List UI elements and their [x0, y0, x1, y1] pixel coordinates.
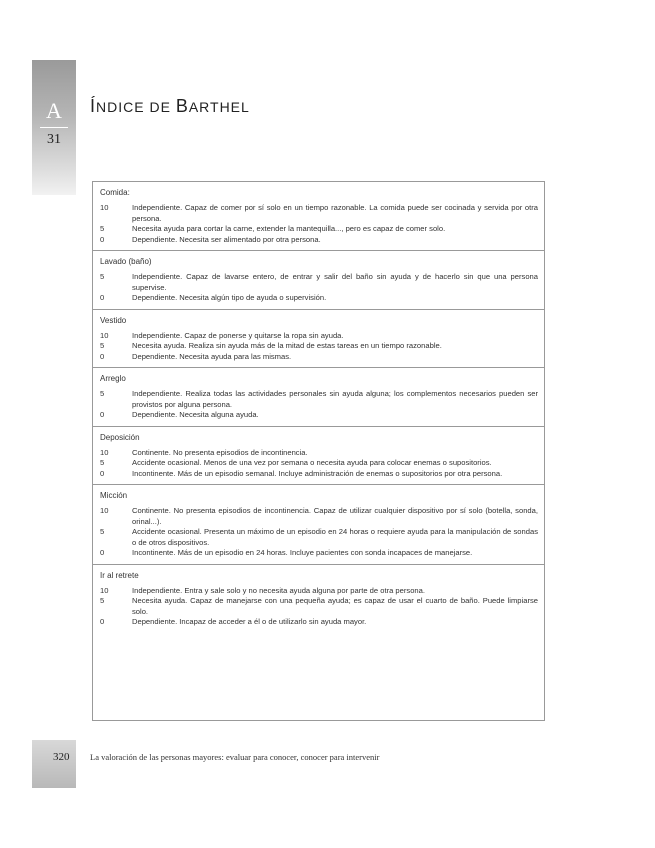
section-block — [93, 565, 544, 633]
score-value: 0 — [100, 410, 105, 419]
section-title: Deposición — [100, 432, 140, 442]
score-row — [100, 341, 538, 352]
score-row — [100, 410, 538, 421]
barthel-table — [92, 181, 545, 721]
score-value: 5 — [100, 224, 105, 233]
score-description: Independiente. Realiza todas las actividades personales sin ayuda alguna; los complementos necesarios pueden ser provistos por alguna persona. — [132, 389, 538, 409]
score-description: Independiente. Entra y sale solo y no necesita ayuda alguna por parte de otra persona. — [132, 585, 425, 595]
appendix-letter: A — [46, 98, 62, 123]
score-value: 0 — [100, 468, 105, 478]
page-number: 320 — [53, 751, 70, 763]
title-initial-2: B — [175, 96, 189, 116]
score-description: Dependiente. Incapaz de acceder a él o de utilizarlo sin ayuda mayor. — [132, 617, 367, 626]
section-title: Arreglo — [100, 374, 126, 383]
tab-divider — [40, 127, 68, 128]
score-description: Dependiente. Necesita algún tipo de ayuda o supervisión. — [132, 293, 327, 302]
score-row — [100, 352, 538, 363]
score-value: 10 — [100, 447, 109, 457]
score-row — [100, 469, 538, 480]
section-block — [93, 485, 544, 565]
score-value: 0 — [100, 234, 105, 244]
score-value: 0 — [100, 351, 105, 361]
score-row — [100, 506, 538, 527]
score-description: Independiente. Capaz de lavarse entero, de entrar y salir del baño sin ayuda y de hacerlo sin que una persona supervise. — [132, 272, 538, 292]
score-value: 5 — [100, 272, 105, 281]
score-row — [100, 331, 538, 342]
score-value: 10 — [100, 203, 109, 212]
section-title: Ir al retrete — [100, 570, 139, 580]
section-block — [93, 368, 544, 427]
section-block — [93, 310, 544, 369]
score-value: 10 — [100, 330, 109, 340]
score-row — [100, 293, 538, 304]
score-description: Accidente ocasional. Presenta un máximo de un episodio en 24 horas o requiere ayuda para la manipulación de sondas o de otros dispositivos. — [132, 527, 538, 547]
score-row — [100, 389, 538, 410]
score-row — [100, 224, 538, 235]
score-row — [100, 586, 538, 597]
score-value: 5 — [100, 389, 105, 398]
section-title: Lavado (baño) — [100, 257, 152, 266]
score-value: 5 — [100, 341, 105, 350]
title-rest-2: ARTHEL — [188, 99, 250, 115]
score-description: Dependiente. Necesita alguna ayuda. — [132, 410, 259, 419]
score-row — [100, 448, 538, 459]
score-description: Dependiente. Necesita ayuda para las mismas. — [132, 351, 292, 361]
score-row — [100, 527, 538, 548]
score-value: 10 — [100, 506, 109, 515]
score-description: Incontinente. Más de un episodio en 24 horas. Incluye pacientes con sonda incapaces de manejarse. — [132, 548, 473, 557]
score-value: 5 — [100, 527, 105, 536]
score-description: Dependiente. Necesita ser alimentado por otra persona. — [132, 234, 321, 244]
section-block — [93, 427, 544, 486]
score-value: 0 — [100, 293, 105, 302]
title-initial-1: Í — [90, 96, 97, 116]
footer-tab — [32, 740, 76, 788]
score-description: Necesita ayuda. Capaz de manejarse con una pequeña ayuda; es capaz de usar el cuarto de baño. Puede limpiarse solo. — [132, 596, 538, 616]
score-row — [100, 617, 538, 628]
score-value: 0 — [100, 548, 105, 557]
score-description: Independiente. Capaz de ponerse y quitarse la ropa sin ayuda. — [132, 330, 344, 340]
score-description: Independiente. Capaz de comer por sí solo en un tiempo razonable. La comida puede ser cocinada y servida por otra persona. — [132, 203, 538, 223]
score-value: 5 — [100, 458, 105, 467]
section-title: Vestido — [100, 315, 127, 325]
score-row — [100, 272, 538, 293]
section-block — [93, 182, 544, 251]
side-tab — [32, 60, 76, 195]
score-value: 0 — [100, 617, 105, 626]
section-block — [93, 251, 544, 310]
score-description: Necesita ayuda para cortar la carne, extender la mantequilla..., pero es capaz de comer solo. — [132, 224, 446, 233]
score-value: 5 — [100, 596, 105, 605]
running-footer: La valoración de las personas mayores: evaluar para conocer, conocer para intervenir — [90, 752, 380, 762]
score-row — [100, 548, 538, 559]
score-row — [100, 596, 538, 617]
appendix-number: 31 — [47, 132, 61, 147]
score-value: 10 — [100, 585, 109, 595]
title-rest-1: NDICE DE — [96, 99, 176, 115]
score-row — [100, 235, 538, 246]
page-title — [90, 96, 250, 117]
score-description: Incontinente. Más de un episodio semanal. Incluye administración de enemas o supositorios por otra persona. — [132, 468, 503, 478]
score-description: Continente. No presenta episodios de incontinencia. Capaz de utilizar cualquier dispositivo por sí solo (botella, sonda, orinal...). — [132, 506, 538, 526]
section-title: Comida: — [100, 188, 130, 197]
score-description: Accidente ocasional. Menos de una vez por semana o necesita ayuda para colocar enemas o supositorios. — [132, 458, 492, 467]
score-row — [100, 458, 538, 469]
section-title: Micción — [100, 491, 128, 500]
score-description: Necesita ayuda. Realiza sin ayuda más de la mitad de estas tareas en un tiempo razonable. — [132, 341, 442, 350]
score-description: Continente. No presenta episodios de incontinencia. — [132, 447, 308, 457]
score-row — [100, 203, 538, 224]
